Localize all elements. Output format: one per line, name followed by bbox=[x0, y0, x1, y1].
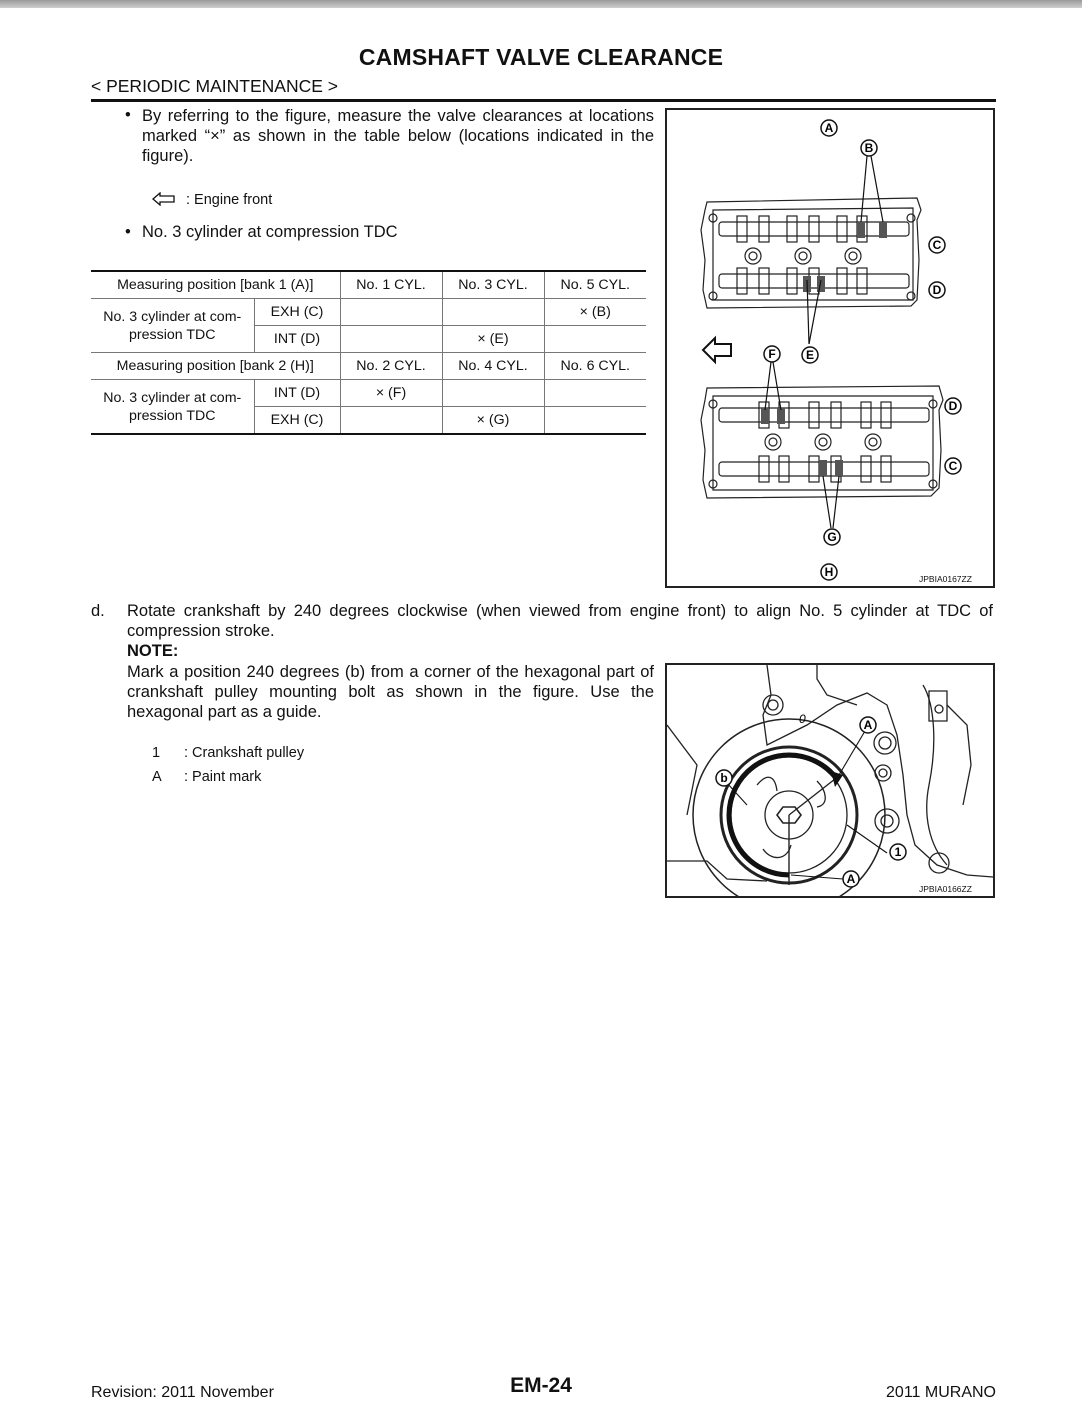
camshaft-figure bbox=[665, 108, 995, 588]
table-cell bbox=[544, 380, 646, 407]
note-text: Mark a position 240 degrees (b) from a corner of the hexagonal part of crankshaft pulley mounting bolt as shown in the figure. Use the hexagonal part as a guide. bbox=[127, 663, 654, 721]
legend-desc: : Paint mark bbox=[184, 769, 262, 785]
condition-cell: No. 3 cylinder at com-pression TDC bbox=[91, 380, 254, 435]
table-cell: × (F) bbox=[340, 380, 442, 407]
callout-c: C bbox=[932, 238, 942, 252]
page-number: EM-24 bbox=[510, 1374, 572, 1397]
table-header-row bbox=[91, 271, 646, 299]
table-row bbox=[91, 380, 646, 407]
table-cell bbox=[442, 299, 544, 326]
table-cell: EXH (C) bbox=[254, 407, 340, 435]
section-label: < PERIODIC MAINTENANCE > bbox=[91, 76, 338, 96]
table-header-cell: No. 2 CYL. bbox=[340, 353, 442, 380]
callout-f: F bbox=[768, 347, 776, 361]
table-cell bbox=[340, 299, 442, 326]
table-header-cell: Measuring position [bank 2 (H)] bbox=[91, 353, 340, 380]
callout-g: G bbox=[827, 530, 837, 544]
callout-d: D bbox=[948, 399, 958, 413]
table-cell: INT (D) bbox=[254, 380, 340, 407]
table-header-cell: No. 3 CYL. bbox=[442, 271, 544, 299]
table-header-cell: Measuring position [bank 1 (A)] bbox=[91, 271, 340, 299]
cylinder-head-illustration bbox=[667, 110, 993, 586]
condition-cell: No. 3 cylinder at com-pression TDC bbox=[91, 299, 254, 353]
top-bar bbox=[0, 0, 1082, 8]
callout-b: b bbox=[720, 771, 728, 785]
revision-label: Revision: 2011 November bbox=[91, 1384, 274, 1401]
callout-a: A bbox=[863, 718, 873, 732]
table-cell bbox=[340, 326, 442, 353]
callout-1: 1 bbox=[894, 845, 902, 859]
callout-h: H bbox=[824, 565, 834, 579]
table-header-cell: No. 6 CYL. bbox=[544, 353, 646, 380]
engine-front-legend: : Engine front bbox=[186, 192, 273, 208]
table-cell bbox=[544, 326, 646, 353]
callout-c: C bbox=[948, 459, 958, 473]
table-cell: × (E) bbox=[442, 326, 544, 353]
model-label: 2011 MURANO bbox=[886, 1384, 996, 1401]
bullet-text-1: By referring to the figure, measure the valve clearances at locations marked “×” as shown in the table below (locations indicated in the figure). bbox=[142, 107, 654, 165]
table-cell bbox=[340, 407, 442, 435]
table-cell bbox=[544, 407, 646, 435]
legend-desc: : Crankshaft pulley bbox=[184, 745, 305, 761]
table-cell: × (G) bbox=[442, 407, 544, 435]
callout-a: A bbox=[846, 872, 856, 886]
engine-front-arrow-icon bbox=[152, 192, 176, 210]
crankshaft-pulley-figure bbox=[665, 663, 995, 898]
bullet-text-2: No. 3 cylinder at compression TDC bbox=[142, 223, 398, 241]
bullet-dot: • bbox=[125, 223, 131, 241]
figure-id: JPBIA0166ZZ bbox=[919, 884, 972, 894]
callout-a: A bbox=[824, 121, 834, 135]
table-row bbox=[91, 299, 646, 326]
step-marker: d. bbox=[91, 602, 105, 620]
bullet-dot: • bbox=[125, 106, 131, 124]
callout-b: B bbox=[864, 141, 874, 155]
table-cell: INT (D) bbox=[254, 326, 340, 353]
legend-key: A bbox=[152, 769, 162, 785]
table-header-cell: No. 1 CYL. bbox=[340, 271, 442, 299]
table-cell: × (B) bbox=[544, 299, 646, 326]
legend-key: 1 bbox=[152, 745, 161, 761]
note-label: NOTE: bbox=[127, 642, 179, 660]
table-header-cell: No. 5 CYL. bbox=[544, 271, 646, 299]
table-header-cell: No. 4 CYL. bbox=[442, 353, 544, 380]
step-d-text: Rotate crankshaft by 240 degrees clockwise (when viewed from engine front) to align No. 5 cylinder at TDC of compression stroke. bbox=[127, 602, 993, 640]
table-cell: EXH (C) bbox=[254, 299, 340, 326]
engine-front-arrow-icon bbox=[703, 338, 731, 362]
measurement-table bbox=[91, 270, 646, 435]
callout-e: E bbox=[805, 348, 815, 362]
table-header-row bbox=[91, 353, 646, 380]
small-label: 0 bbox=[799, 712, 806, 726]
callout-d: D bbox=[932, 283, 942, 297]
page-title: CAMSHAFT VALVE CLEARANCE bbox=[358, 44, 724, 70]
figure-id: JPBIA0167ZZ bbox=[919, 574, 972, 584]
header-rule bbox=[91, 99, 996, 102]
crankshaft-pulley-illustration bbox=[667, 665, 993, 896]
table-cell bbox=[442, 380, 544, 407]
